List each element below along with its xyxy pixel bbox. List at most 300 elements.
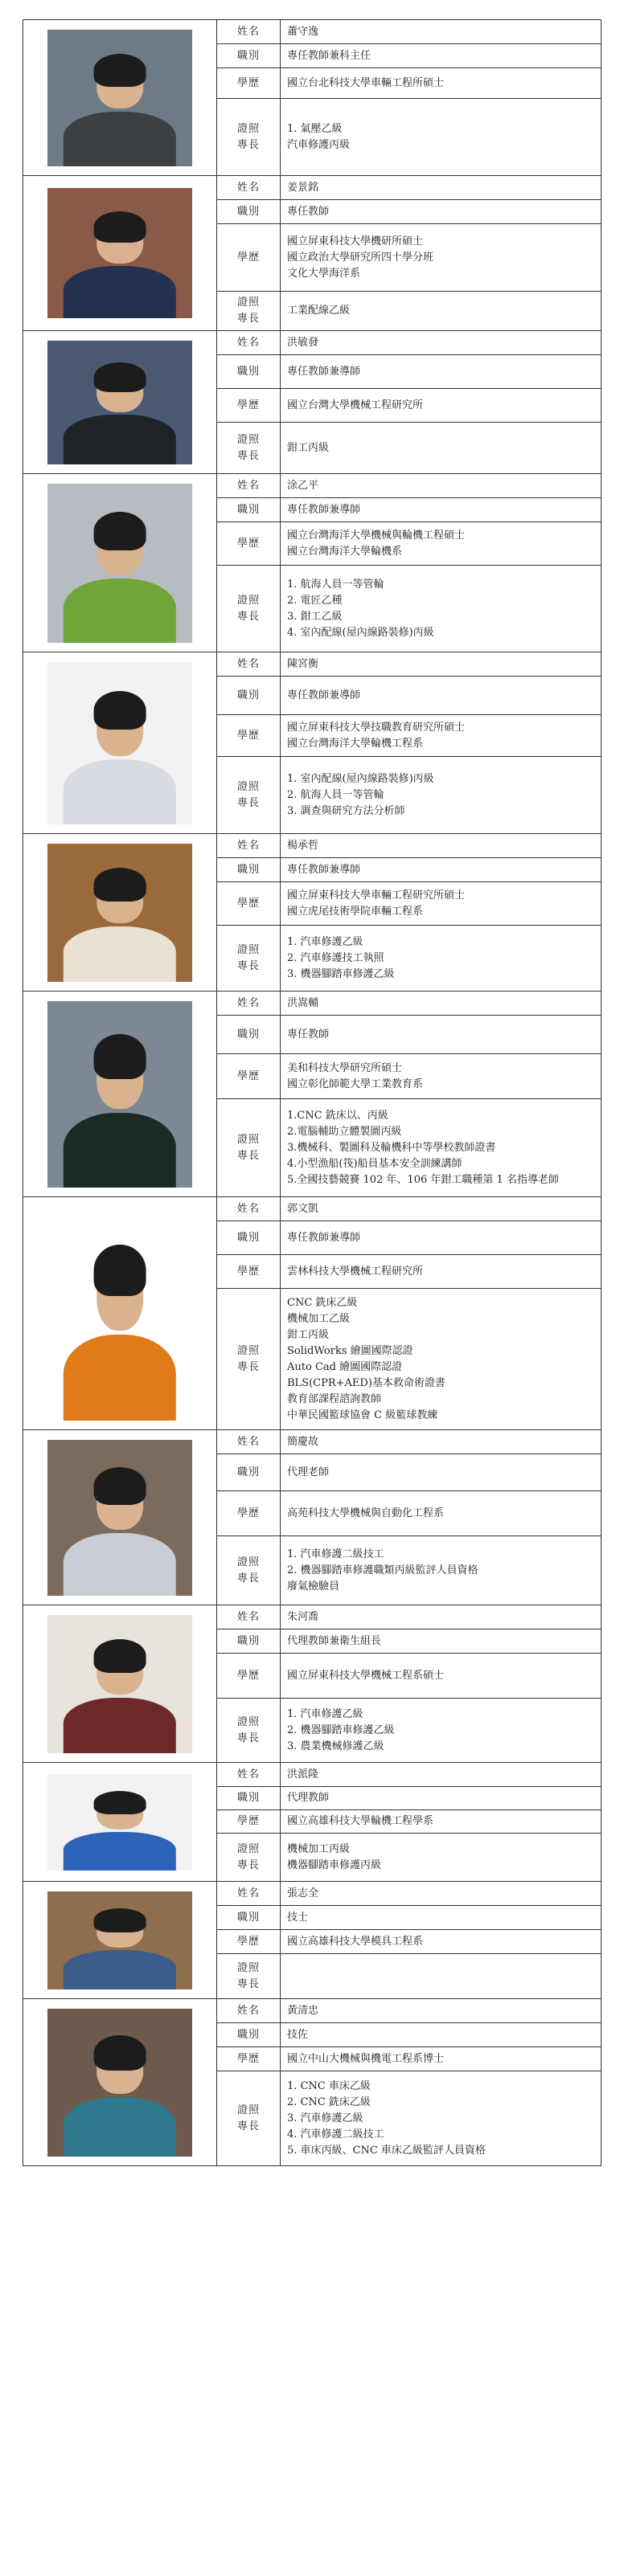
label-license [217, 423, 281, 474]
label-title-text: 職別 [236, 2028, 260, 2041]
label-education [217, 68, 281, 99]
skill-item: 教育部課程諮詢教師 [287, 1392, 382, 1405]
label-name [217, 1197, 281, 1221]
staff-name-text: 洪派隆 [287, 1768, 319, 1781]
label-title-text: 職別 [236, 863, 260, 876]
skill-item: CNC 銑床乙級 [287, 1296, 358, 1309]
label-education [217, 1255, 281, 1289]
education-line: 國立台灣海洋大學輪機系 [287, 545, 403, 558]
staff-name-text: 涂乙平 [287, 479, 319, 492]
skill-item: 3. 鉗工乙級 [287, 610, 343, 623]
label-license [217, 1536, 281, 1605]
staff-skills [281, 1536, 601, 1605]
staff-photo-cell [23, 1999, 217, 2166]
skill-item: 汽車修護丙級 [287, 138, 351, 151]
label-license [217, 757, 281, 834]
skills-list [287, 934, 594, 983]
label-title-text: 職別 [236, 689, 260, 701]
staff-title [281, 1016, 601, 1054]
staff-title-text: 專任教師兼導師 [287, 365, 361, 378]
staff-name-text: 蕭守逸 [287, 25, 319, 38]
label-license-text: 證照 專長 [236, 943, 260, 972]
staff-title-text: 代理老師 [287, 1466, 330, 1478]
staff-photo [47, 844, 192, 982]
education-line: 國立台灣大學機械工程研究所 [287, 399, 424, 411]
staff-title [281, 677, 601, 715]
photo-body [64, 1832, 176, 1871]
skill-item: 工業配線乙級 [287, 305, 351, 317]
photo-hair [94, 1245, 146, 1296]
skills-list [287, 121, 594, 153]
label-license-text: 證照 專長 [236, 1556, 260, 1584]
label-title-text: 職別 [236, 1231, 260, 1244]
label-education-text: 學歷 [236, 76, 260, 89]
staff-name [281, 992, 601, 1016]
staff-education [281, 1654, 601, 1699]
label-education [217, 224, 281, 292]
skill-item: 1. 氣壓乙級 [287, 122, 343, 135]
photo-hair [94, 1791, 146, 1814]
skill-item: 2. CNC 銑床乙級 [287, 2096, 371, 2108]
staff-title-text: 技佐 [287, 2028, 309, 2041]
skill-item: 1. CNC 車床乙級 [287, 2079, 371, 2092]
label-license-text: 證照 專長 [236, 594, 260, 623]
label-license [217, 1834, 281, 1882]
skills-list [287, 303, 594, 319]
staff-skills [281, 99, 601, 176]
staff-row [23, 1430, 601, 1454]
staff-photo [47, 1774, 192, 1871]
staff-name-text: 張志全 [287, 1887, 319, 1899]
staff-photo-cell [23, 1605, 217, 1763]
label-education [217, 1810, 281, 1834]
skills-list [287, 577, 594, 641]
label-name-text: 姓名 [236, 1610, 260, 1623]
staff-education [281, 1255, 601, 1289]
label-title-text: 職別 [236, 365, 260, 378]
staff-row [23, 834, 601, 858]
label-name-text: 姓名 [236, 25, 260, 38]
staff-skills [281, 1289, 601, 1430]
label-name [217, 1999, 281, 2023]
label-education-text: 學歷 [236, 251, 260, 264]
skill-item: BLS(CPR+AED)基本救命術證書 [287, 1376, 445, 1389]
label-name-text: 姓名 [236, 181, 260, 194]
skill-item: 3. 調查與研究方法分析師 [287, 804, 405, 817]
label-education-text: 學歷 [236, 1669, 260, 1682]
staff-title [281, 355, 601, 389]
photo-body [64, 1113, 176, 1188]
staff-title-text: 專任教師兼科主任 [287, 49, 372, 62]
label-license [217, 1954, 281, 1999]
label-title [217, 1787, 281, 1810]
staff-title [281, 498, 601, 522]
staff-name-text: 洪敏發 [287, 336, 319, 349]
photo-body [64, 1335, 176, 1420]
education-line: 國立高雄科技大學輪機工程學系 [287, 1815, 434, 1827]
staff-title [281, 2023, 601, 2047]
skill-item: 3. 農業機械修護乙級 [287, 1740, 384, 1752]
label-license-text: 證照 專長 [236, 1961, 260, 1990]
staff-title [281, 1906, 601, 1930]
staff-photo-cell [23, 176, 217, 331]
staff-name [281, 474, 601, 498]
label-education-text: 學歷 [236, 2052, 260, 2065]
label-education [217, 522, 281, 566]
education-line: 國立台北科技大學車輛工程所碩士 [287, 76, 445, 89]
skill-item: 2. 機器腳踏車修護乙級 [287, 1723, 395, 1736]
label-license [217, 2071, 281, 2166]
skill-item: 3. 汽車修護乙級 [287, 2112, 363, 2124]
staff-row [23, 331, 601, 355]
staff-title-text: 代理教師兼衛生組長 [287, 1634, 382, 1647]
photo-hair [94, 211, 146, 243]
label-education [217, 1054, 281, 1099]
skill-item: 1.CNC 銑床以、丙級 [287, 1109, 388, 1122]
label-license-text: 證照 專長 [236, 1842, 260, 1871]
label-license [217, 1699, 281, 1763]
skill-item: 5.全國技藝競賽 102 年、106 年鉗工職種第 1 名指導老師 [287, 1173, 559, 1186]
photo-hair [94, 1467, 146, 1505]
staff-name [281, 20, 601, 44]
skill-item: 4. 汽車修護二級技工 [287, 2128, 384, 2141]
label-license-text: 證照 專長 [236, 1133, 260, 1162]
label-name-text: 姓名 [236, 1768, 260, 1781]
label-education-text: 學歷 [236, 399, 260, 411]
photo-body [64, 579, 176, 642]
skill-item: 1. 汽車修護二級技工 [287, 1548, 384, 1560]
skill-item: 1. 汽車修護乙級 [287, 935, 363, 948]
label-title-text: 職別 [236, 1634, 260, 1647]
staff-photo-cell [23, 1430, 217, 1605]
staff-name [281, 1999, 601, 2023]
staff-title-text: 技士 [287, 1911, 309, 1924]
skills-list [287, 2079, 594, 2159]
skill-item: Auto Cad 繪圖國際認證 [287, 1360, 403, 1373]
staff-row [23, 20, 601, 44]
education-line: 國立高雄科技大學模具工程系 [287, 1935, 424, 1948]
label-license [217, 1099, 281, 1197]
education-line: 文化大學海洋系 [287, 267, 361, 280]
skill-item: 5. 車床丙級、CNC 車床乙級監評人員資格 [287, 2144, 486, 2157]
photo-hair [94, 362, 146, 392]
skill-item: 機械加工乙級 [287, 1312, 351, 1325]
label-name [217, 652, 281, 677]
skill-item: 廢氣檢驗員 [287, 1580, 340, 1593]
staff-row [23, 992, 601, 1016]
label-name-text: 姓名 [236, 996, 260, 1009]
label-license [217, 1289, 281, 1430]
label-name [217, 992, 281, 1016]
skills-list [287, 440, 594, 456]
staff-row [23, 1605, 601, 1629]
photo-body [64, 415, 176, 464]
staff-name [281, 834, 601, 858]
label-license [217, 566, 281, 652]
education-line: 雲林科技大學機械工程研究所 [287, 1265, 424, 1278]
staff-name-text: 陳宮衡 [287, 657, 319, 670]
staff-photo-cell [23, 992, 217, 1197]
label-title [217, 677, 281, 715]
education-line: 國立虎尾技術學院車輛工程系 [287, 905, 424, 918]
education-line: 國立台灣海洋大學輪機工程系 [287, 737, 424, 750]
education-line: 美和科技大學研究所碩士 [287, 1061, 403, 1074]
photo-hair [94, 868, 146, 901]
label-name [217, 1430, 281, 1454]
staff-skills [281, 423, 601, 474]
label-title-text: 職別 [236, 1028, 260, 1041]
photo-hair [94, 54, 146, 87]
photo-body [64, 926, 176, 982]
label-education [217, 2047, 281, 2071]
photo-body [64, 266, 176, 318]
label-education-text: 學歷 [236, 1265, 260, 1278]
staff-title [281, 1454, 601, 1491]
staff-title-text: 專任教師 [287, 1028, 330, 1041]
label-title-text: 職別 [236, 1792, 260, 1804]
staff-education [281, 68, 601, 99]
staff-row [23, 1197, 601, 1221]
label-education [217, 882, 281, 926]
staff-education [281, 1054, 601, 1099]
skills-list [287, 1547, 594, 1595]
staff-name [281, 1882, 601, 1906]
label-title-text: 職別 [236, 205, 260, 218]
staff-row [23, 652, 601, 677]
staff-title [281, 200, 601, 224]
label-name [217, 1605, 281, 1629]
label-education-text: 學歷 [236, 1935, 260, 1948]
label-name [217, 20, 281, 44]
photo-body [64, 112, 176, 166]
label-title-text: 職別 [236, 1911, 260, 1924]
skill-item: 機器腳踏車修護丙級 [287, 1858, 382, 1871]
label-education [217, 1654, 281, 1699]
skill-item: 2. 機器腳踏車修護職類丙級監評人員資格 [287, 1564, 478, 1576]
education-line: 國立屏東科技大學機械工程系碩士 [287, 1669, 445, 1682]
label-education-text: 學歷 [236, 1507, 260, 1519]
staff-title-text: 專任教師兼導師 [287, 503, 361, 516]
photo-body [64, 2097, 176, 2157]
label-name [217, 474, 281, 498]
staff-table-body [23, 20, 601, 2166]
skills-list [287, 1108, 594, 1188]
label-license-text: 證照 專長 [236, 780, 260, 809]
staff-name [281, 331, 601, 355]
staff-photo [47, 341, 192, 464]
label-title-text: 職別 [236, 503, 260, 516]
photo-hair [94, 2035, 146, 2071]
label-license [217, 926, 281, 992]
label-education [217, 715, 281, 757]
staff-name [281, 1605, 601, 1629]
education-line: 國立中山大機械與機電工程系博士 [287, 2052, 445, 2065]
photo-body [64, 1698, 176, 1753]
staff-row [23, 1763, 601, 1787]
photo-hair [94, 512, 146, 550]
staff-name-text: 洪嵩輔 [287, 996, 319, 1009]
staff-skills [281, 1099, 601, 1197]
staff-skills [281, 1954, 601, 1999]
photo-hair [94, 1639, 146, 1672]
education-line: 國立台灣海洋大學機械與輪機工程碩士 [287, 529, 466, 542]
staff-title-text: 專任教師兼導師 [287, 863, 361, 876]
staff-photo-cell [23, 331, 217, 474]
skill-item: 4. 室內配線(屋內線路裝修)丙級 [287, 626, 434, 639]
label-license-text: 證照 專長 [236, 433, 260, 462]
staff-education [281, 1491, 601, 1536]
staff-education [281, 1930, 601, 1954]
label-title [217, 1016, 281, 1054]
skill-item: 1. 航海人員一等管輪 [287, 578, 384, 591]
staff-title [281, 1221, 601, 1255]
label-title [217, 2023, 281, 2047]
label-title [217, 200, 281, 224]
staff-education [281, 715, 601, 757]
skills-list [287, 1707, 594, 1755]
staff-photo [47, 30, 192, 166]
staff-education [281, 522, 601, 566]
staff-title [281, 44, 601, 68]
skill-item: SolidWorks 繪圖國際認證 [287, 1344, 413, 1357]
staff-education [281, 2047, 601, 2071]
staff-photo [47, 1207, 192, 1421]
staff-name-text: 簡慶故 [287, 1435, 319, 1448]
label-title [217, 1221, 281, 1255]
staff-photo-cell [23, 474, 217, 652]
photo-hair [94, 1908, 146, 1932]
label-title [217, 498, 281, 522]
staff-table [23, 19, 601, 2166]
label-education-text: 學歷 [236, 729, 260, 742]
staff-row [23, 474, 601, 498]
staff-skills [281, 926, 601, 992]
label-name-text: 姓名 [236, 839, 260, 852]
label-title [217, 1454, 281, 1491]
label-name-text: 姓名 [236, 657, 260, 670]
label-education [217, 1491, 281, 1536]
staff-name-text: 黃清忠 [287, 2004, 319, 2017]
label-name [217, 176, 281, 200]
label-title [217, 44, 281, 68]
label-name-text: 姓名 [236, 1202, 260, 1215]
skills-list [287, 771, 594, 820]
label-education-text: 學歷 [236, 1069, 260, 1082]
staff-skills [281, 1699, 601, 1763]
skill-item: 中華民國籃球協會 C 級籃球教練 [287, 1409, 438, 1421]
label-name-text: 姓名 [236, 1435, 260, 1448]
staff-title [281, 858, 601, 882]
skill-item: 2. 航海人員一等管輪 [287, 788, 384, 801]
staff-name [281, 652, 601, 677]
skill-item: 2.電腦輔助立體製圖丙級 [287, 1125, 402, 1138]
label-education-text: 學歷 [236, 1815, 260, 1827]
staff-name [281, 1430, 601, 1454]
staff-photo-cell [23, 834, 217, 992]
staff-photo [47, 188, 192, 318]
staff-name [281, 1763, 601, 1787]
staff-skills [281, 2071, 601, 2166]
staff-photo-cell [23, 20, 217, 176]
label-title [217, 858, 281, 882]
skill-item: 鉗工丙級 [287, 441, 330, 454]
label-name-text: 姓名 [236, 2004, 260, 2017]
skill-item: 1. 汽車修護乙級 [287, 1707, 363, 1720]
staff-row [23, 1999, 601, 2023]
staff-photo [47, 484, 192, 643]
photo-hair [94, 1034, 146, 1079]
label-title-text: 職別 [236, 1466, 260, 1478]
staff-photo [47, 1615, 192, 1753]
staff-education [281, 389, 601, 423]
staff-title [281, 1629, 601, 1654]
staff-photo [47, 1891, 192, 1989]
staff-title-text: 專任教師 [287, 205, 330, 218]
label-title-text: 職別 [236, 49, 260, 62]
skill-item: 3. 機器腳踏車修護乙級 [287, 967, 395, 980]
staff-photo-cell [23, 652, 217, 834]
staff-title-text: 專任教師兼導師 [287, 1231, 361, 1244]
staff-title-text: 專任教師兼導師 [287, 689, 361, 701]
staff-education [281, 224, 601, 292]
skill-item: 1. 室內配線(屋內線路裝修)丙級 [287, 772, 434, 785]
skill-item: 4.小型漁船(筏)船員基本安全訓練講師 [287, 1157, 462, 1170]
education-line: 國立政治大學研究所四十學分班 [287, 251, 434, 264]
staff-education [281, 1810, 601, 1834]
staff-education [281, 882, 601, 926]
label-name [217, 1882, 281, 1906]
staff-photo-cell [23, 1882, 217, 1999]
staff-row [23, 1882, 601, 1906]
label-title [217, 355, 281, 389]
education-line: 國立屏東科技大學技職教育研究所碩士 [287, 721, 466, 734]
skill-item: 2. 汽車修護技工執照 [287, 951, 384, 964]
staff-photo [47, 1440, 192, 1596]
label-name [217, 331, 281, 355]
staff-photo [47, 2009, 192, 2157]
label-name [217, 1763, 281, 1787]
label-license [217, 99, 281, 176]
label-license-text: 證照 專長 [236, 122, 260, 151]
staff-skills [281, 757, 601, 834]
staff-row [23, 176, 601, 200]
staff-photo-cell [23, 1197, 217, 1430]
label-title [217, 1906, 281, 1930]
photo-body [64, 1950, 176, 1989]
staff-skills [281, 292, 601, 331]
education-line: 國立彰化師範大學工業教育系 [287, 1077, 424, 1090]
education-line: 高苑科技大學機械與自動化工程系 [287, 1507, 445, 1519]
staff-title-text: 代理教師 [287, 1792, 330, 1804]
staff-title [281, 1787, 601, 1810]
staff-name [281, 1197, 601, 1221]
photo-body [64, 759, 176, 824]
staff-name-text: 郭文凱 [287, 1202, 319, 1215]
label-license-text: 證照 專長 [236, 296, 260, 325]
label-license [217, 292, 281, 331]
label-name-text: 姓名 [236, 479, 260, 492]
education-line: 國立屏東科技大學機研所碩士 [287, 235, 424, 247]
skill-item: 機械加工丙級 [287, 1842, 351, 1855]
staff-name-text: 朱河喬 [287, 1610, 319, 1623]
skills-list [287, 1295, 594, 1424]
label-education [217, 1930, 281, 1954]
photo-hair [94, 691, 146, 730]
skill-item: 2. 電匠乙種 [287, 594, 343, 607]
label-name [217, 834, 281, 858]
skill-item: 3.機械科、製圖科及輪機科中等學校教師證書 [287, 1141, 496, 1154]
label-education-text: 學歷 [236, 537, 260, 550]
